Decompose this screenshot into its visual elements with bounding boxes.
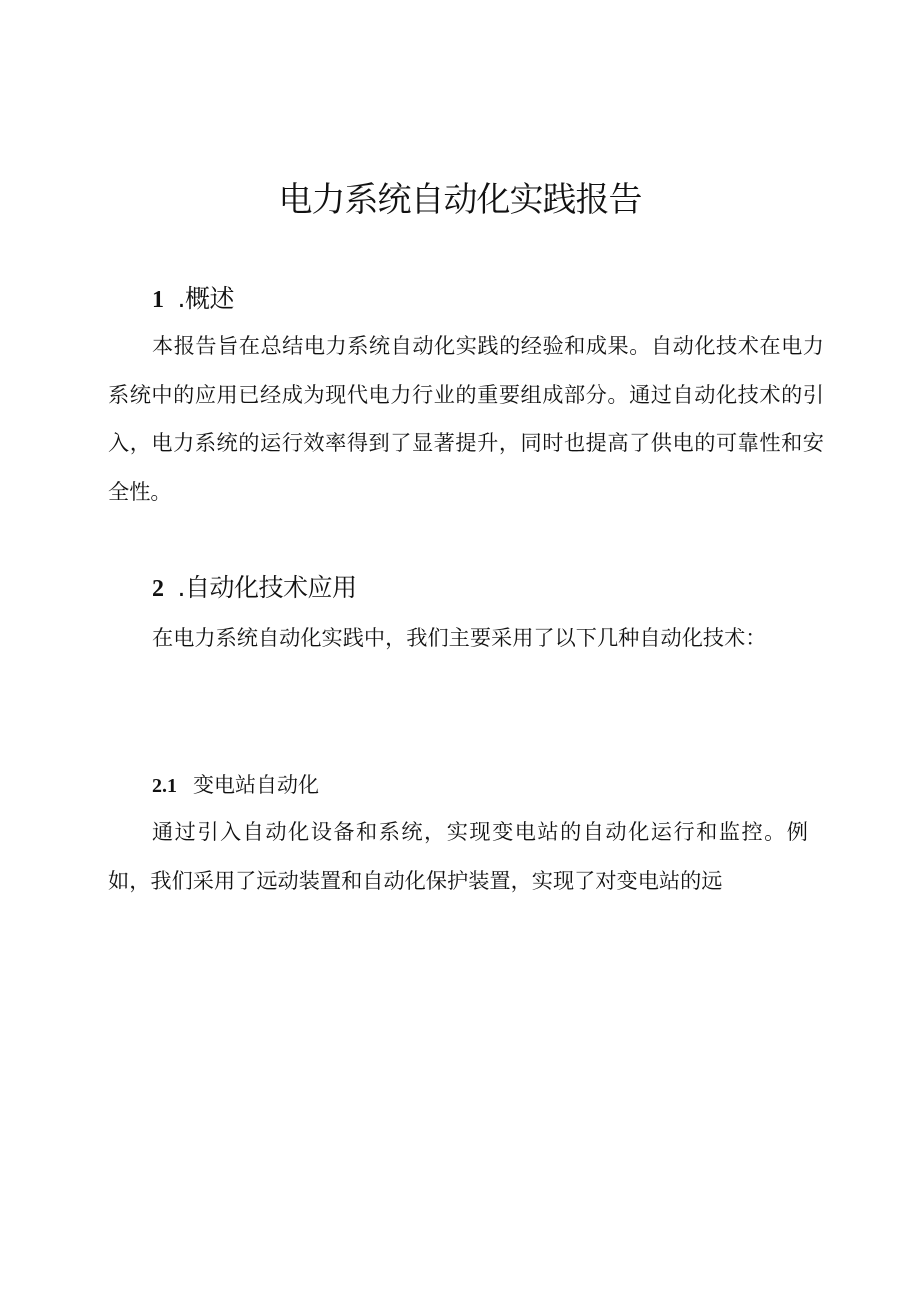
section-heading-automation-applications xyxy=(152,571,356,606)
section-number: 1 xyxy=(152,287,164,313)
section-title: .自动化技术应用 xyxy=(177,573,357,602)
subsection-title: 变电站自动化 xyxy=(193,773,319,797)
section-heading-overview xyxy=(152,282,234,317)
subsection-paragraph-substation-automation: 通过引入自动化设备和系统，实现变电站的自动化运行和监控。例如，我们采用了远动装置和自动化保护装置，实现了对变电站的远 xyxy=(108,819,808,893)
section-number: 2 xyxy=(152,576,164,602)
subsection-number: 2.1 xyxy=(152,775,177,797)
document-title: 电力系统自动化实践报告 xyxy=(278,180,642,220)
section-paragraph-automation-applications: 在电力系统自动化实践中，我们主要采用了以下几种自动化技术： xyxy=(152,625,767,650)
subsection-heading-substation-automation xyxy=(152,770,319,801)
section-title: .概述 xyxy=(177,284,234,313)
section-paragraph-overview: 本报告旨在总结电力系统自动化实践的经验和成果。自动化技术在电力系统中的应用已经成为现代电力行业的重要组成部分。通过自动化技术的引入，电力系统的运行效率得到了显著提升，同时也提高了供电的可靠性和安全性。 xyxy=(108,333,824,504)
